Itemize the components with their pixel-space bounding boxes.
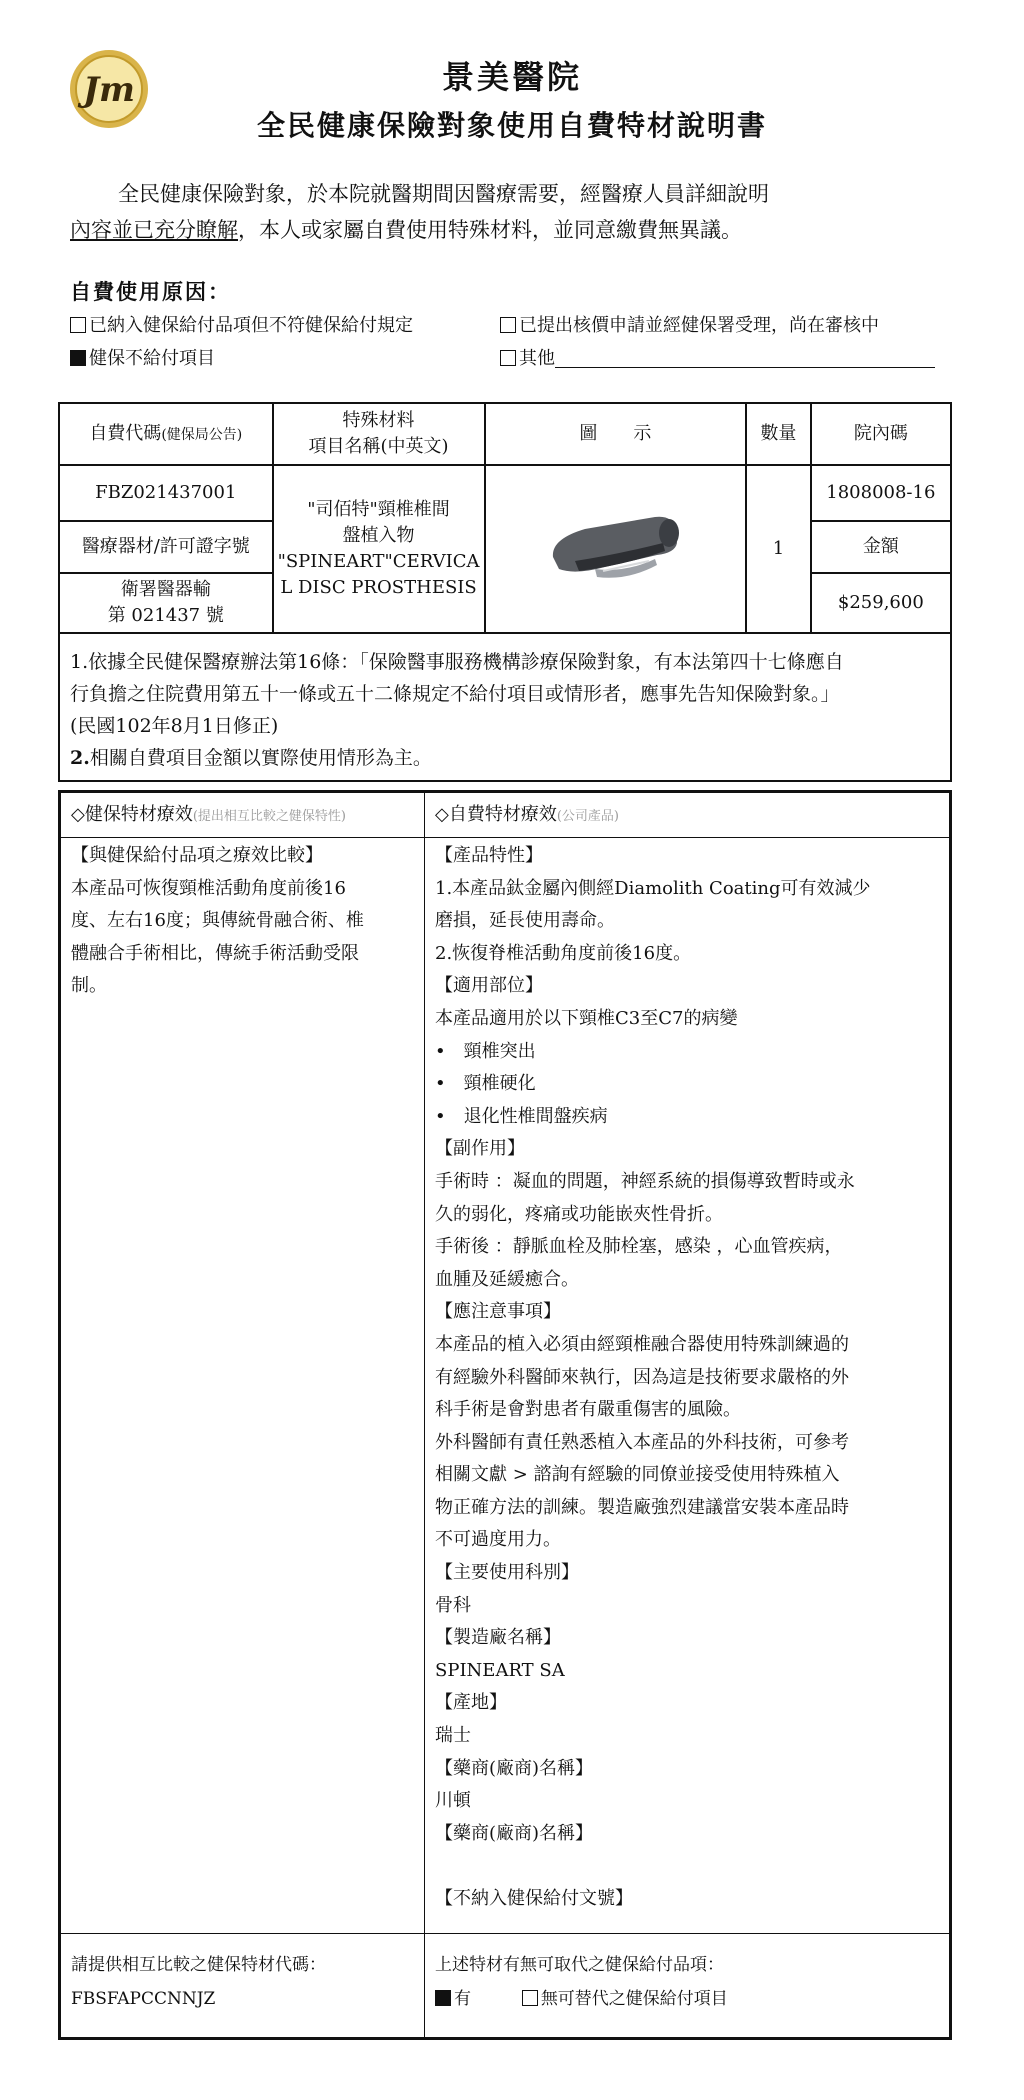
reason-option-label: 其他 [519,348,555,369]
comparison-table [58,790,952,2040]
checkbox-unchecked-icon[interactable] [500,350,516,366]
reason-option-2[interactable] [500,311,879,337]
header-code: 自費代碼(健保局公告) [59,403,273,465]
amount-value: $259,600 [811,573,951,633]
intro-line-1: 全民健康保險對象，於本院就醫期間因醫療需要，經醫療人員詳細說明 [118,182,769,206]
self-pay-efficacy-line: 川頓 [435,1790,471,1812]
note-1-line-3: (民國102年8月1日修正) [70,715,279,737]
replaceable-footer [435,1948,939,2016]
checkbox-checked-icon[interactable] [70,350,86,366]
nhi-efficacy-line: 本產品可恢復頸椎活動角度前後16 [71,877,346,899]
header-quantity: 數量 [746,403,811,465]
checkbox-unchecked-icon[interactable] [70,317,86,333]
hospital-code-value: 1808008-16 [811,465,951,521]
other-fill-line[interactable] [555,349,935,368]
self-pay-efficacy-line: 【產品特性】 [435,845,543,866]
checkbox-checked-icon[interactable] [435,1990,451,2006]
nhi-efficacy-line: 體融合手術相比，傳統手術活動受限 [71,942,359,964]
header-hospital-code: 院內碼 [811,403,951,465]
note-1-line-1: 1.依據全民健保醫療辦法第16條：「保險醫事服務機構診療保險對象，有本法第四十七條應自 [70,651,844,673]
self-pay-efficacy-line: 血腫及延緩癒合。 [435,1268,579,1290]
checkbox-unchecked-icon[interactable] [500,317,516,333]
self-pay-efficacy-line: 【藥商(廠商)名稱】 [435,1822,594,1844]
nhi-code-value: FBSFAPCCNNJZ [71,1989,216,2009]
self-pay-efficacy-header: ◇自費特材療效(公司產品) [425,793,949,838]
self-pay-efficacy-line: • 頸椎硬化 [435,1073,536,1095]
self-pay-efficacy-line: 【主要使用科別】 [435,1562,579,1584]
self-pay-efficacy-line: 久的弱化，疼痛或功能嵌夾性骨折。 [435,1203,723,1225]
checkbox-unchecked-icon[interactable] [522,1990,538,2006]
hospital-name: 景美醫院 [441,58,582,96]
reason-option-1[interactable] [70,311,413,337]
self-pay-efficacy-line: 2.恢復脊椎活動角度前後16度。 [435,942,692,964]
reason-option-label: 健保不給付項目 [89,348,215,369]
intro-paragraph [70,176,970,248]
document-title: 全民健康保險對象使用自費特材說明書 [256,109,767,142]
self-pay-efficacy-line: 骨科 [435,1594,471,1616]
self-pay-efficacy-line: 【產地】 [435,1692,507,1714]
replaceable-yes: 有 [454,1989,471,2009]
reason-option-label: 已提出核價申請並經健保署受理，尚在審核中 [519,315,879,336]
notes-box [58,634,952,782]
reason-option-4[interactable] [500,344,935,370]
header-item-name: 特殊材料 項目名稱(中英文) [273,403,485,465]
nhi-efficacy-line: 【與健保給付品項之療效比較】 [71,845,323,866]
self-pay-efficacy-line: 【不納入健保給付文號】 [435,1888,633,1909]
license-value: 衛署醫器輸 第 021437 號 [59,573,273,633]
intro-line-2: ，本人或家屬自費使用特殊材料，並同意繳費無異議。 [238,218,742,242]
self-pay-efficacy-line [435,1850,939,1883]
nhi-code-footer [71,1948,415,2016]
replaceable-no: 無可替代之健保給付項目 [540,1989,728,2009]
self-pay-efficacy-line: 物正確方法的訓練。製造廠強烈建議當安裝本產品時 [435,1496,849,1518]
item-table [58,402,952,634]
self-pay-efficacy-line: 手術後 ：靜脈血栓及肺栓塞，感染 ，心血管疾病， [435,1236,843,1258]
nhi-efficacy-text [61,838,424,1003]
self-pay-efficacy-line: 瑞士 [435,1725,471,1747]
intro-underlined: 內容並已充分瞭解 [70,218,238,242]
note-1-line-2: 行負擔之住院費用第五十一條或五十二條規定不給付項目或情形者，應事先告知保險對象。」 [70,683,840,705]
self-pay-efficacy-line: 【副作用】 [435,1138,525,1160]
self-pay-efficacy-line: 【適用部位】 [435,975,543,997]
logo-text: Jm [82,70,136,110]
replaceable-label: 上述特材有無可取代之健保給付品項： [435,1955,724,1975]
self-pay-efficacy-line: • 退化性椎間盤疾病 [435,1105,608,1127]
nhi-efficacy-header: ◇健保特材療效(提出相互比較之健保特性) [61,793,424,838]
self-pay-efficacy-line: 【藥商(廠商)名稱】 [435,1757,594,1779]
self-pay-efficacy-line: 外科醫師有責任熟悉植入本產品的外科技術，可參考 [435,1431,849,1453]
disc-prosthesis-image [545,499,685,591]
code-value: FBZ021437001 [59,465,273,521]
note-2: 2.相關自費項目金額以實際使用情形為主。 [70,747,432,769]
self-pay-efficacy-line: 手術時 ：凝血的問題，神經系統的損傷導致暫時或永 [435,1170,855,1192]
self-pay-efficacy-line: 本產品適用於以下頸椎C3至C7的病變 [435,1007,738,1029]
quantity-value: 1 [746,465,811,633]
nhi-efficacy-column [61,793,425,2037]
self-pay-efficacy-line: SPINEART SA [435,1659,565,1681]
header-image: 圖 示 [485,403,747,465]
item-name: "司佰特"頸椎椎間 盤植入物 "SPINEART"CERVICA L DISC PROSTHESIS [273,465,485,633]
self-pay-efficacy-line: 本產品的植入必須由經頸椎融合器使用特殊訓練過的 [435,1333,849,1355]
self-pay-efficacy-line: 有經驗外科醫師來執行，因為這是技術要求嚴格的外 [435,1366,849,1388]
self-pay-efficacy-line: 科手術是會對患者有嚴重傷害的風險。 [435,1399,741,1421]
self-pay-efficacy-line: 【應注意事項】 [435,1301,561,1323]
self-pay-efficacy-line: 相關文獻 > 諮詢有經驗的同僚並接受使用特殊植入 [435,1464,840,1486]
reason-option-3[interactable] [70,344,215,370]
nhi-efficacy-line: 度、左右16度；與傳統骨融合術、椎 [71,910,364,932]
nhi-code-label: 請提供相互比較之健保特材代碼： [71,1955,326,1975]
self-pay-efficacy-line: 【製造廠名稱】 [435,1627,561,1649]
self-pay-efficacy-line: 不可過度用力。 [435,1529,561,1551]
self-pay-efficacy-line: • 頸椎突出 [435,1040,536,1062]
product-image [485,465,747,633]
license-label: 醫療器材/許可證字號 [59,521,273,573]
reasons-heading: 自費使用原因： [70,279,231,304]
self-pay-efficacy-column [425,793,949,2037]
self-pay-efficacy-text [425,838,949,1916]
self-pay-efficacy-line: 1.本產品鈦金屬內側經Diamolith Coating可有效減少 [435,877,871,899]
nhi-efficacy-line: 制。 [71,975,107,997]
comparison-footer [61,1933,949,2037]
self-pay-efficacy-line: 磨損，延長使用壽命。 [435,910,615,932]
reason-option-label: 已納入健保給付品項但不符健保給付規定 [89,315,413,336]
amount-label: 金額 [811,521,951,573]
